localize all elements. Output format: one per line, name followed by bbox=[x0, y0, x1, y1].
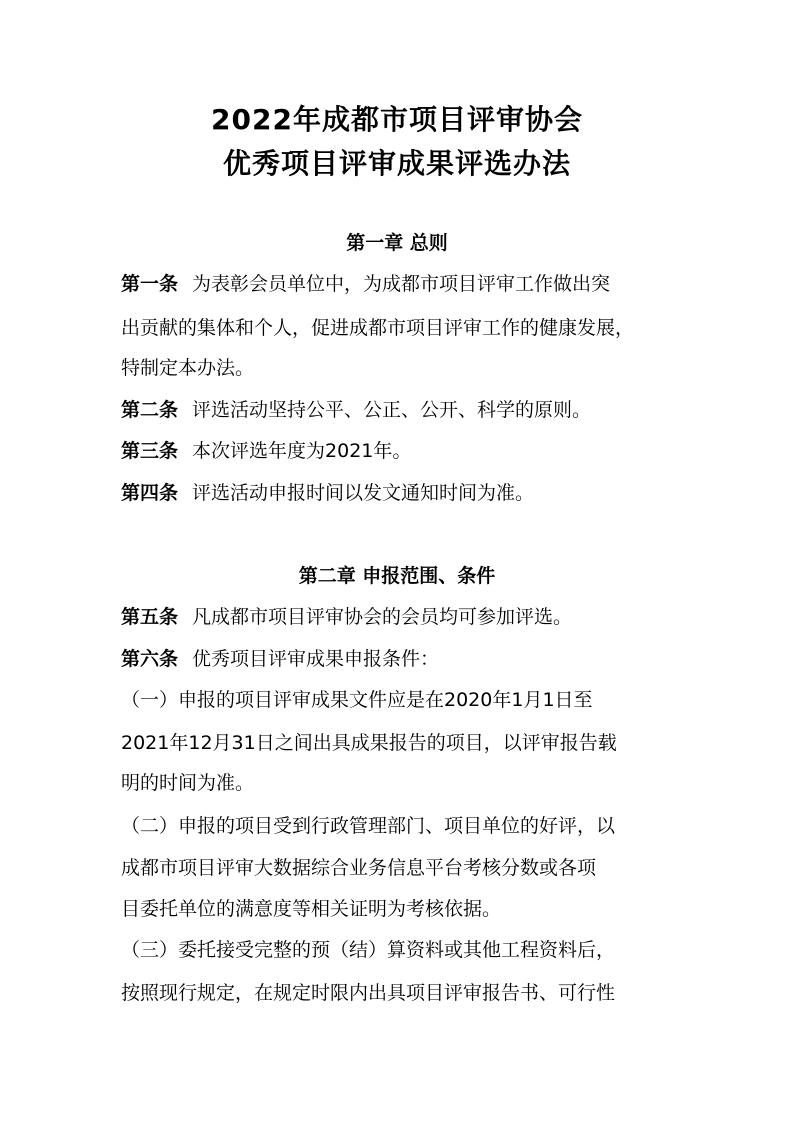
chapter-1-heading: 第一章 总则 bbox=[346, 232, 448, 254]
article-1-line-1 bbox=[121, 272, 610, 296]
article-5-text: 凡成都市项目评审协会的会员均可参加评选。 bbox=[192, 606, 573, 628]
article-2-text: 评选活动坚持公平、公正、公开、科学的原则。 bbox=[192, 399, 592, 421]
item-1-line-2: 2021年12月31日之间出具成果报告的项目，以评审报告载 bbox=[121, 732, 617, 754]
article-3 bbox=[121, 439, 411, 463]
article-5-label: 第五条 bbox=[121, 606, 179, 628]
item-2-line-1: （二）申报的项目受到行政管理部门、项目单位的好评，以 bbox=[121, 815, 616, 837]
document-title-line-1: 2022年成都市项目评审协会 bbox=[211, 103, 583, 136]
article-6 bbox=[121, 647, 439, 671]
article-2-label: 第二条 bbox=[121, 399, 179, 421]
article-4 bbox=[121, 481, 534, 505]
item-3-line-2: 按照现行规定，在规定时限内出具项目评审报告书、可行性 bbox=[121, 982, 616, 1004]
document-title-line-2: 优秀项目评审成果评选办法 bbox=[222, 147, 571, 180]
article-6-text: 优秀项目评审成果申报条件： bbox=[192, 648, 440, 670]
article-1-label: 第一条 bbox=[121, 273, 179, 295]
item-2-line-2: 成都市项目评审大数据综合业务信息平台考核分数或各项 bbox=[121, 857, 597, 879]
article-3-label: 第三条 bbox=[121, 440, 179, 462]
article-1-line-2: 出贡献的集体和个人，促进成都市项目评审工作的健康发展， bbox=[121, 317, 635, 339]
item-1-line-3: 明的时间为准。 bbox=[121, 772, 255, 794]
article-5 bbox=[121, 605, 572, 629]
article-2 bbox=[121, 398, 591, 422]
article-1-line-3: 特制定本办法。 bbox=[121, 357, 255, 379]
item-1-line-1: （一）申报的项目评审成果文件应是在2020年1月1日至 bbox=[121, 689, 593, 711]
article-4-text: 评选活动申报时间以发文通知时间为准。 bbox=[192, 482, 535, 504]
article-4-label: 第四条 bbox=[121, 482, 179, 504]
item-3-line-1: （三）委托接受完整的预（结）算资料或其他工程资料后， bbox=[121, 939, 616, 961]
chapter-2-heading: 第二章 申报范围、条件 bbox=[298, 565, 496, 587]
article-1-text: 为表彰会员单位中，为成都市项目评审工作做出突 bbox=[192, 273, 611, 295]
item-2-line-3: 目委托单位的满意度等相关证明为考核依据。 bbox=[121, 898, 502, 920]
article-6-label: 第六条 bbox=[121, 648, 179, 670]
article-3-text: 本次评选年度为2021年。 bbox=[192, 440, 412, 462]
